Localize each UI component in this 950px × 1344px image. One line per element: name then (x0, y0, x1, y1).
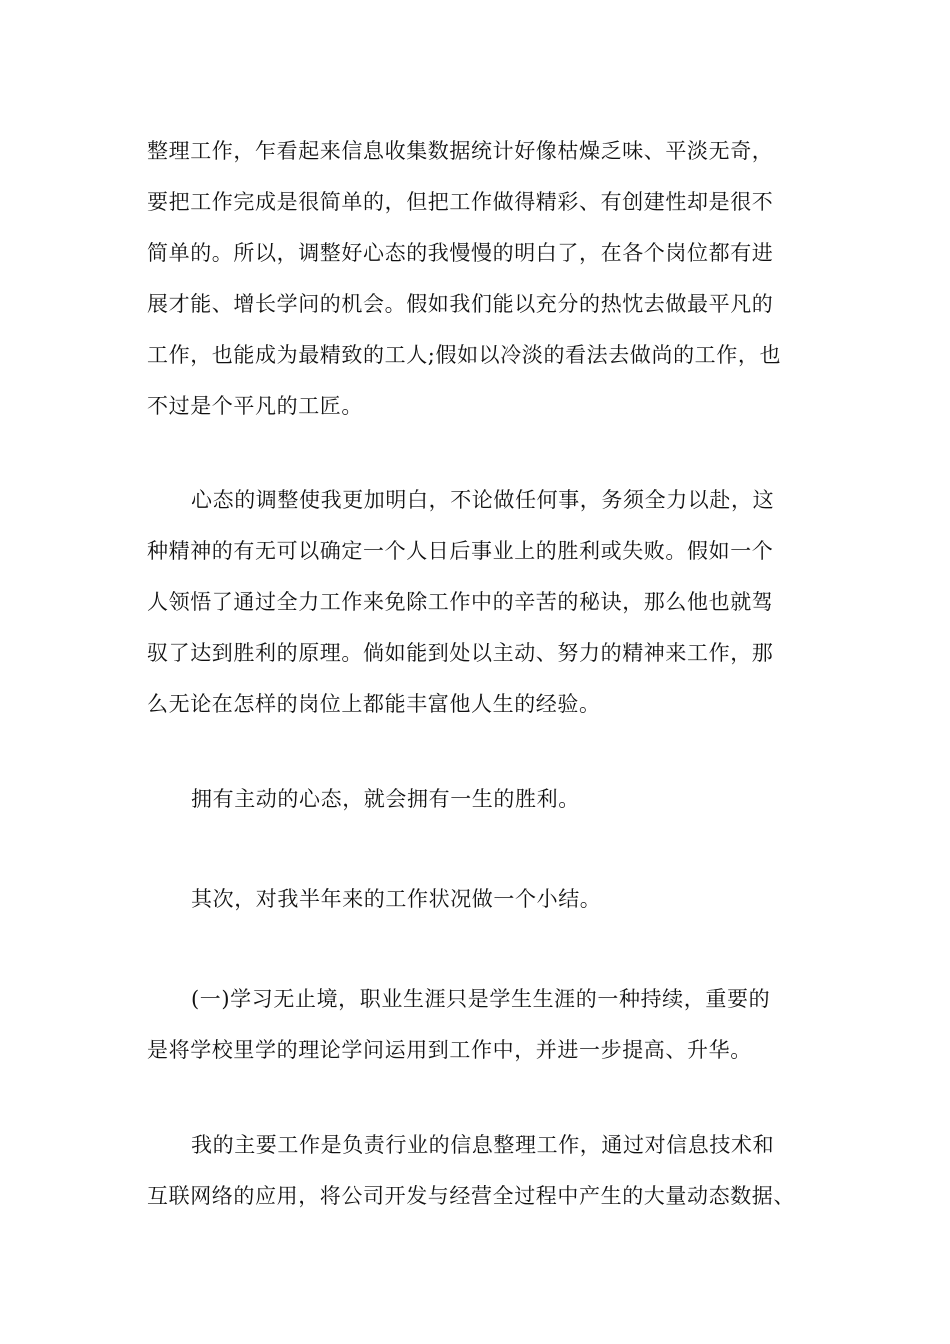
paragraph-line: 要把工作完成是很简单的，但把工作做得精彩、有创建性却是很不 (147, 190, 774, 214)
paragraph-line: 不过是个平凡的工匠。 (147, 394, 363, 418)
paragraph-line: 展才能、增长学问的机会。假如我们能以充分的热忱去做最平凡的 (147, 292, 774, 316)
paragraph-4 (147, 874, 827, 925)
paragraph-line: 种精神的有无可以确定一个人日后事业上的胜利或失败。假如一个 (147, 539, 774, 563)
paragraph-line: 工作，也能成为最精致的工人;假如以冷淡的看法去做尚的工作，也 (147, 343, 782, 367)
paragraph-line: 人领悟了通过全力工作来免除工作中的辛苦的秘诀，那么他也就驾 (147, 590, 774, 614)
paragraph-line: 驭了达到胜利的原理。倘如能到处以主动、努力的精神来工作，那 (147, 641, 774, 665)
paragraph-line: 心态的调整使我更加明白，不论做任何事，务须全力以赴，这 (191, 488, 775, 512)
paragraph-line: 拥有主动的心态，就会拥有一生的胜利。 (191, 787, 580, 811)
paragraph-5 (147, 974, 827, 1076)
paragraph-1 (147, 126, 827, 432)
paragraph-line: 整理工作，乍看起来信息收集数据统计好像枯燥乏味、平淡无奇， (147, 139, 774, 163)
paragraph-line: (一)学习无止境，职业生涯只是学生生涯的一种持续，重要的 (191, 987, 771, 1011)
paragraph-line: 简单的。所以，调整好心态的我慢慢的明白了，在各个岗位都有进 (147, 241, 774, 265)
paragraph-6 (147, 1120, 827, 1222)
paragraph-line: 其次，对我半年来的工作状况做一个小结。 (191, 887, 602, 911)
paragraph-line: 我的主要工作是负责行业的信息整理工作，通过对信息技术和 (191, 1133, 775, 1157)
paragraph-3 (147, 774, 827, 825)
paragraph-2 (147, 475, 827, 730)
paragraph-line: 是将学校里学的理论学问运用到工作中，并进一步提高、升华。 (147, 1038, 752, 1062)
paragraph-line: 互联网络的应用，将公司开发与经营全过程中产生的大量动态数据、 (147, 1184, 795, 1208)
paragraph-line: 么无论在怎样的岗位上都能丰富他人生的经验。 (147, 692, 601, 716)
